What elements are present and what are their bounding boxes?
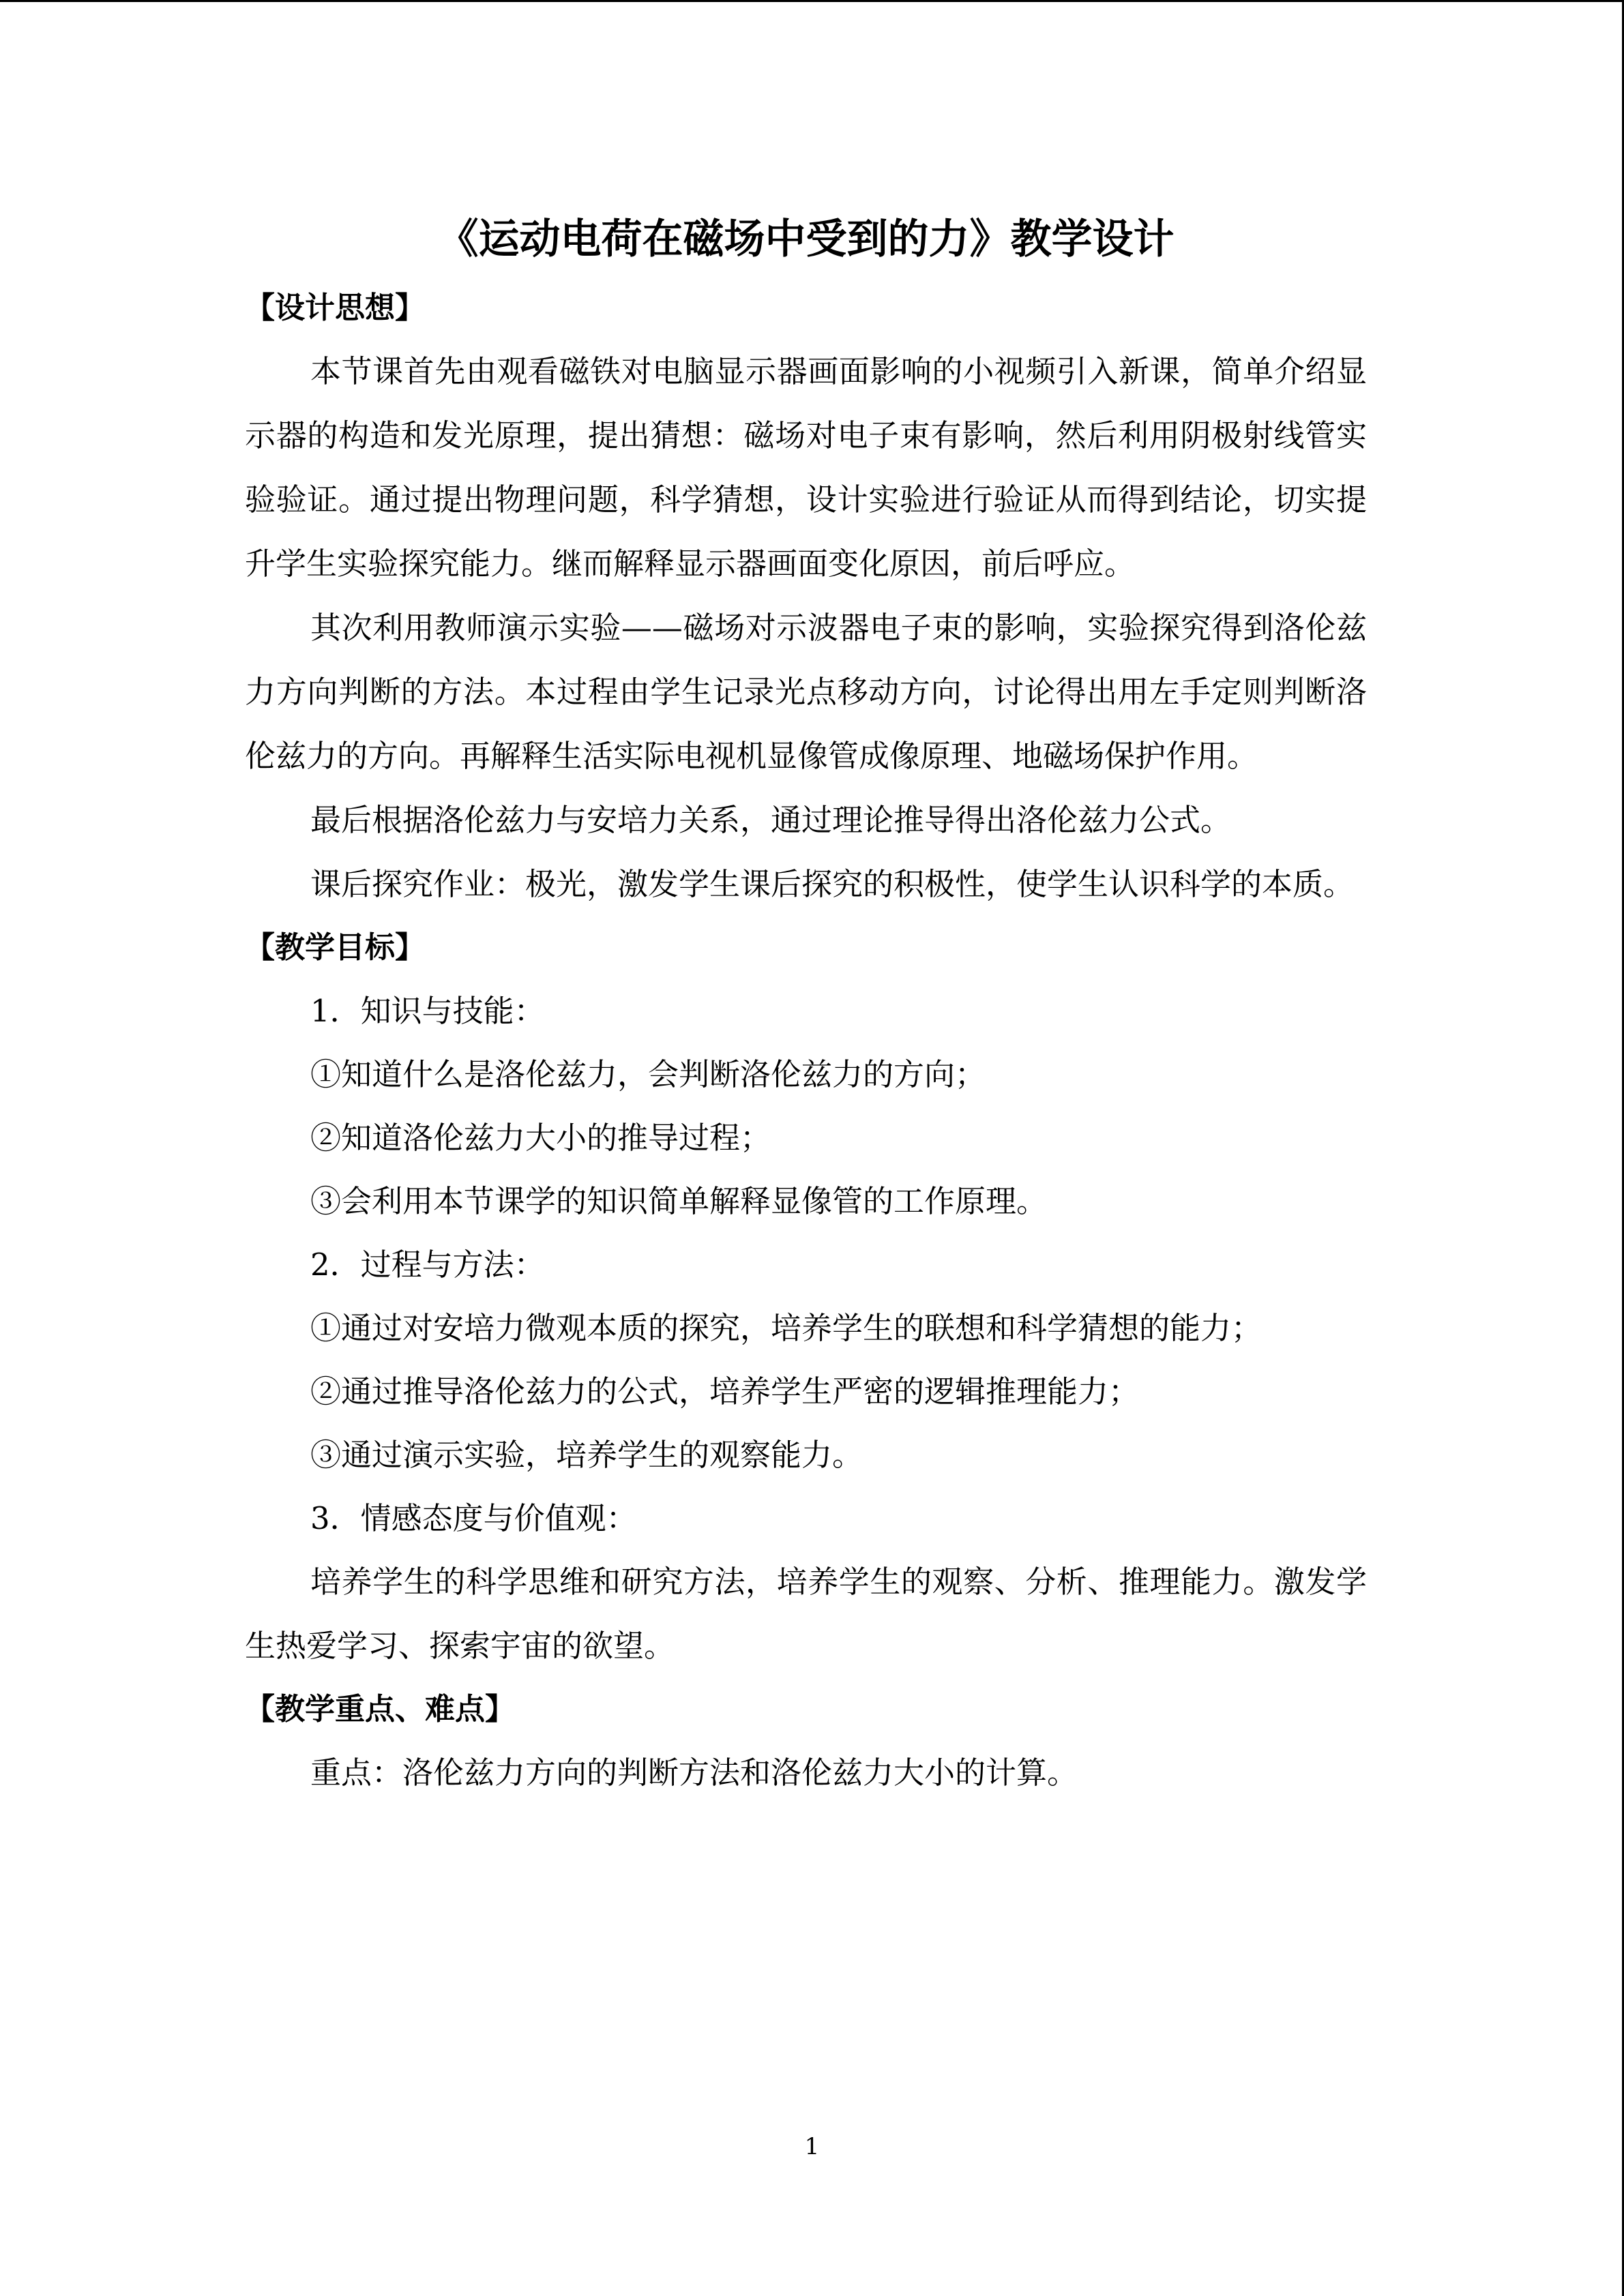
- knowledge-item-2: ②知道洛伦兹力大小的推导过程；: [310, 1120, 771, 1156]
- key-points-heading: 【教学重点、难点】: [245, 1692, 515, 1727]
- design-idea-section: [245, 277, 1367, 916]
- process-item-3: ③通过演示实验，培养学生的观察能力。: [310, 1437, 863, 1473]
- document-body: [245, 209, 1367, 1804]
- page-number: 1: [804, 2133, 820, 2160]
- design-idea-paragraph-1: 本节课首先由观看磁铁对电脑显示器画面影响的小视频引入新课，简单介绍显示器的构造和发光原理，提出猜想：磁场对电子束有影响，然后利用阴极射线管实验验证。通过提出物理问题，科学猜想，设计实验进行验证从而得到结论，切实提升学生实验探究能力。继而解释显示器画面变化原因，前后呼应。: [245, 353, 1367, 582]
- objectives-section: [245, 916, 1367, 1678]
- design-idea-paragraph-2: 其次利用教师演示实验——磁场对示波器电子束的影响，实验探究得到洛伦兹力方向判断的方法。本过程由学生记录光点移动方向，讨论得出用左手定则判断洛伦兹力的方向。再解释生活实际电视机显像管成像原理、地磁场保护作用。: [245, 610, 1367, 774]
- design-idea-paragraph-4: 课后探究作业：极光，激发学生课后探究的积极性，使学生认识科学的本质。: [310, 866, 1355, 902]
- objectives-heading: 【教学目标】: [245, 930, 425, 965]
- knowledge-item-1: ①知道什么是洛伦兹力，会判断洛伦兹力的方向；: [310, 1056, 986, 1092]
- process-item-2: ②通过推导洛伦兹力的公式，培养学生严密的逻辑推理能力；: [310, 1373, 1140, 1410]
- knowledge-label: 1．知识与技能：: [310, 993, 545, 1029]
- attitude-label: 3．情感态度与价值观：: [310, 1500, 637, 1536]
- attitude-paragraph: 培养学生的科学思维和研究方法，培养学生的观察、分析、推理能力。激发学生热爱学习、探索宇宙的欲望。: [245, 1564, 1367, 1664]
- document-title: 《运动电荷在磁场中受到的力》教学设计: [437, 215, 1175, 263]
- key-points-focus: 重点：洛伦兹力方向的判断方法和洛伦兹力大小的计算。: [310, 1755, 1078, 1791]
- page-top-border: [0, 0, 1624, 2]
- key-points-section: [245, 1678, 1367, 1804]
- process-item-1: ①通过对安培力微观本质的探究，培养学生的联想和科学猜想的能力；: [310, 1310, 1263, 1346]
- design-idea-paragraph-3: 最后根据洛伦兹力与安培力关系，通过理论推导得出洛伦兹力公式。: [310, 802, 1232, 838]
- process-label: 2．过程与方法：: [310, 1247, 545, 1283]
- design-idea-heading: 【设计思想】: [245, 290, 425, 325]
- knowledge-item-3: ③会利用本节课学的知识简单解释显像管的工作原理。: [310, 1183, 1048, 1219]
